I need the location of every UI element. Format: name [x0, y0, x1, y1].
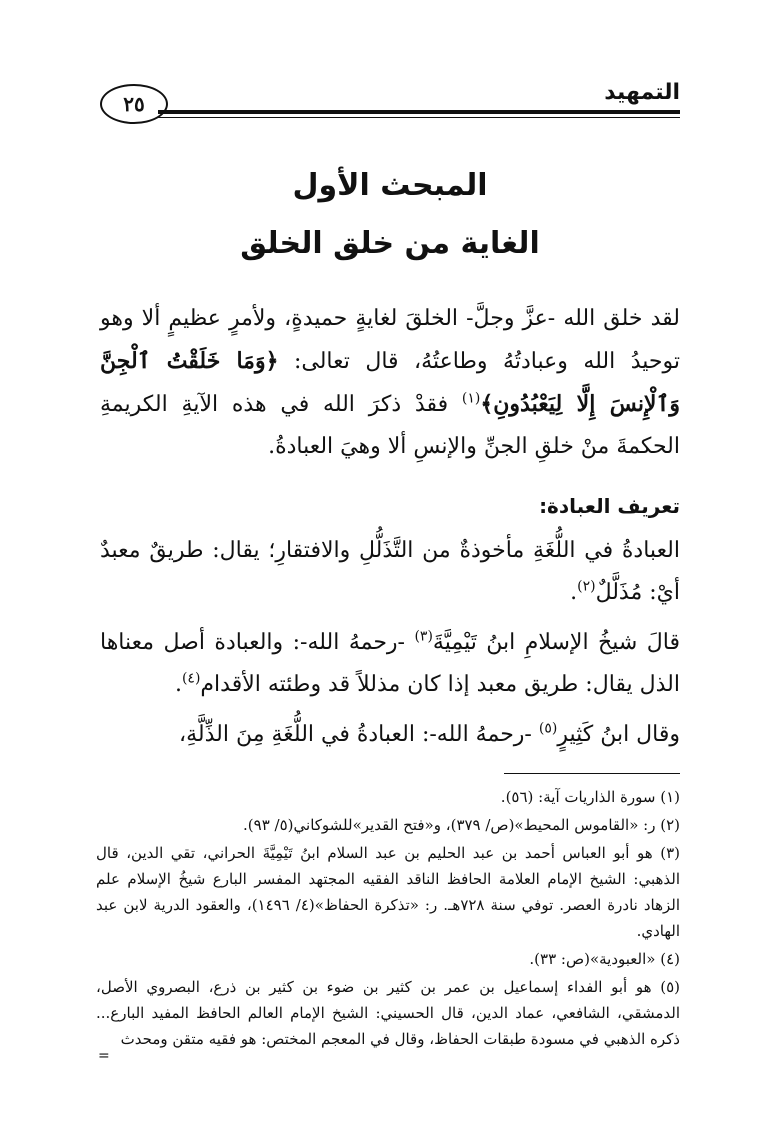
- paragraph-text: -رحمهُ الله-: العبادةُ في اللُّغَةِ مِنَ الذِّلَّةِ،: [179, 722, 539, 747]
- paragraph-4: [100, 714, 680, 756]
- paragraph-1: [100, 298, 680, 468]
- footnote: (٤) «العبودية»(ص: ٣٣).: [529, 950, 680, 968]
- footnote: (٥) هو أبو الفداء إسماعيل بن عمر بن كثير بن ضوء بن كثير بن ذرع، البصروي الأصل، الدمشقي، الشافعي، عماد الدين، قال الحسيني: الشيخ الإمام العالم الحافظ المفيد البارع... ذكره الذهبي في مسودة طبقات الحفاظ، وقال في المعجم المختص: هو فقيه متقن ومحدث: [96, 978, 680, 1048]
- paragraph-text: -رحمهُ الله-: والعبادة أصل معناها الذل يقال: طريق معبد إذا كان مذللاً قد وطئته الأقدام: [100, 630, 680, 697]
- footnote: (٣) هو أبو العباس أحمد بن عبد الحليم بن عبد السلام ابنُ تَيْمِيَّةَ الحراني، تقي الدين، قال الذهبي: الشيخ الإمام العلامة الحافظ الناقد الفقيه المجتهد المفسر البارع شيخُ الإسلام علم الزهاد نادرة العصر. توفي سنة ٧٢٨هـ. ر: «تذكرة الحفاظ»(٤/ ١٤٩٦)، والعقود الدرية لابن عبد الهادي.: [96, 844, 681, 940]
- paragraph-text: وقال ابنُ كَثِيرٍ: [557, 722, 680, 747]
- paragraph-text: قالَ شيخُ الإسلامِ ابنُ تَيْمِيَّةَ: [432, 630, 680, 655]
- subject-title: الغاية من خلق الخلق: [240, 226, 540, 261]
- quran-verse: ﴿وَمَا خَلَقْتُ ٱلْجِنَّ وَٱلْإِنسَ إِلَّا لِيَعْبُدُونِ﴾: [100, 348, 680, 417]
- header-rule-thin: [158, 117, 680, 118]
- continuation-mark: =: [98, 1048, 110, 1064]
- running-head: التمهيد: [604, 80, 680, 105]
- paragraph-end: .: [570, 580, 578, 605]
- paragraph-text: فقدْ ذكرَ الله في هذه الآيةِ الكريمةِ الحكمةَ منْ خلقِ الجنِّ والإنسِ ألا وهيَ العبادةُ.: [100, 392, 680, 459]
- section-title: المبحث الأول: [292, 168, 488, 203]
- footnote-ref: (٥): [538, 720, 558, 737]
- paragraph-end: .: [174, 672, 182, 697]
- footnotes: [96, 784, 680, 1054]
- paragraph-text: العبادةُ في اللُّغَةِ مأخوذةٌ من التَّذَلُّلِ والافتقارِ؛ يقال: طريقٌ معبدٌ أيْ: مُذَلَّلٌ: [100, 538, 680, 605]
- footnote-ref: (٣): [414, 628, 433, 645]
- paragraph-text: لقد خلق الله -عزَّ وجلَّ- الخلقَ لغايةٍ حميدةٍ، ولأمرٍ عظيمٍ ألا وهو توحيدُ الله وعبادتُهُ وطاعتُهُ، قال تعالى:: [100, 306, 680, 374]
- footnote-ref: (٤): [181, 670, 201, 687]
- page-header: [100, 78, 680, 126]
- subheading: تعريف العبادة:: [539, 494, 680, 518]
- paragraph-3: [100, 622, 680, 706]
- footnote-ref: (١): [461, 390, 481, 407]
- footnote: (٢) ر: «القاموس المحيط»(ص/ ٣٧٩)، و«فتح القدير»للشوكاني(٥/ ٩٣).: [243, 816, 680, 834]
- footnote: (١) سورة الذاريات آية: (٥٦).: [500, 788, 680, 806]
- footnote-ref: (٢): [577, 578, 596, 595]
- paragraph-2: [100, 530, 680, 614]
- header-rule: [158, 110, 680, 114]
- footnote-separator: [504, 773, 680, 774]
- page-number: ٢٥: [100, 84, 168, 124]
